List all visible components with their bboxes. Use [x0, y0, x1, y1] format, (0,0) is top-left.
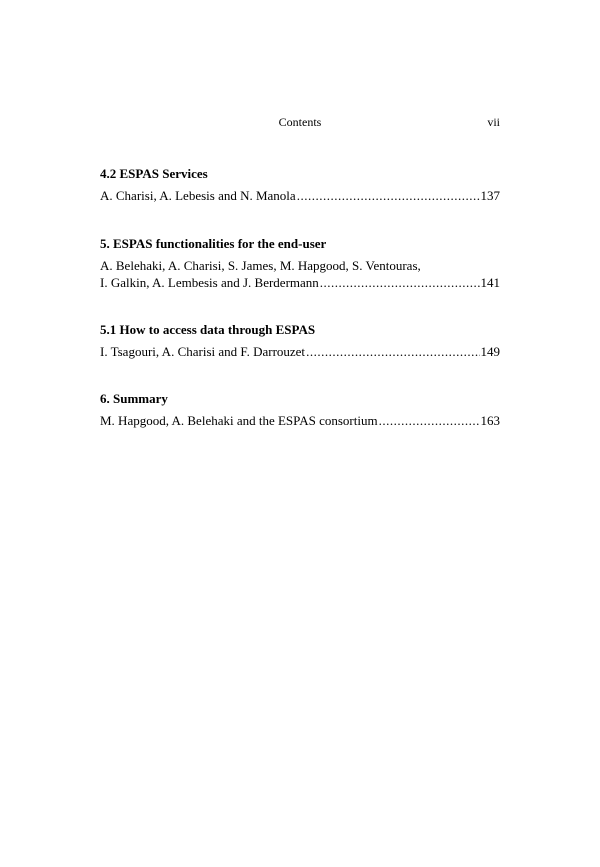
entry-authors: M. Hapgood, A. Belehaki and the ESPAS consortium [100, 413, 378, 428]
entry-page-number: 163 [480, 413, 500, 428]
toc-entry [100, 412, 500, 429]
dot-leader [379, 412, 480, 429]
running-header-title: Contents [278, 115, 322, 129]
section-title: 5. ESPAS functionalities for the end-user [100, 236, 327, 251]
toc-entry [100, 274, 500, 291]
toc-section [100, 391, 500, 429]
toc-section [100, 236, 500, 291]
entry-page-number: 141 [480, 275, 500, 290]
toc-section [100, 322, 500, 360]
entry-page-number: 137 [480, 188, 500, 203]
entry-authors: I. Tsagouri, A. Charisi and F. Darrouzet [100, 344, 306, 359]
section-title: 4.2 ESPAS Services [100, 166, 208, 181]
entry-authors: I. Galkin, A. Lembesis and J. Berdermann [100, 275, 319, 290]
dot-leader [306, 343, 479, 360]
section-title: 5.1 How to access data through ESPAS [100, 322, 316, 337]
dot-leader [297, 187, 480, 204]
section-title: 6. Summary [100, 391, 168, 406]
entry-authors-line: A. Belehaki, A. Charisi, S. James, M. Hapgood, S. Ventouras, [100, 258, 421, 273]
toc-section [100, 166, 500, 204]
toc-entry [100, 343, 500, 360]
entry-authors: A. Charisi, A. Lebesis and N. Manola [100, 188, 296, 203]
dot-leader [320, 274, 480, 291]
entry-page-number: 149 [480, 344, 500, 359]
toc-entry [100, 187, 500, 204]
page-number: vii [487, 115, 500, 129]
running-header [100, 115, 500, 131]
